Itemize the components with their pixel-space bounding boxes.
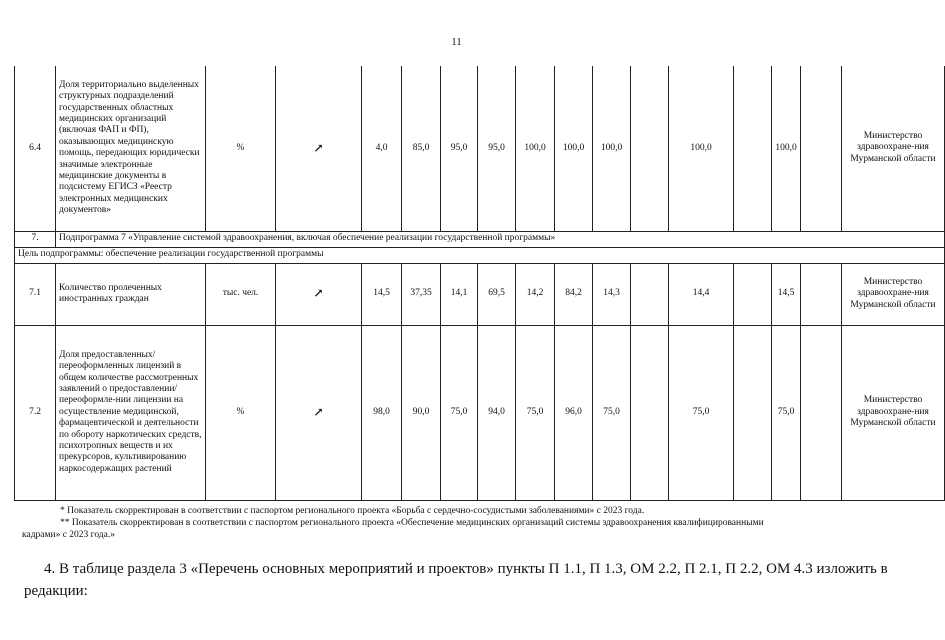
value-cell: 75,0 [441,325,478,500]
table-row-7-2 [15,325,945,500]
value-cell: 95,0 [441,66,478,231]
trend-arrow-icon: ↗ [276,66,362,231]
unit-cell: тыс. чел. [206,263,276,325]
value-cell [734,325,772,500]
trend-arrow-icon: ↗ [276,263,362,325]
value-cell: 75,0 [669,325,734,500]
responsible-cell: Министерство здравоохране-ния Мурманской области [842,66,945,231]
footnote-2-continuation: кадрами» с 2023 года.» [22,530,115,540]
value-cell: 14,3 [593,263,631,325]
indicator-name: Доля предоставленных/ переоформленных лицензий в общем количестве рассмотренных заявлений о предоставлении/переоформле-нии лицензии на осуществление медицинской, фармацевтической и деятельности по обороту наркотических средств, психотропных веществ и их прекурсоров, культивированию наркосодержащих растений [56,325,206,500]
value-cell: 100,0 [772,66,801,231]
value-cell: 96,0 [555,325,593,500]
value-cell: 75,0 [593,325,631,500]
table-row-goal [15,247,945,263]
row-number: 6.4 [15,66,56,231]
value-cell [801,263,842,325]
value-cell: 14,1 [441,263,478,325]
unit-cell: % [206,325,276,500]
value-cell: 14,5 [772,263,801,325]
row-number: 7.1 [15,263,56,325]
value-cell: 94,0 [478,325,516,500]
row-number: 7. [15,231,56,247]
value-cell: 85,0 [402,66,441,231]
indicators-table [14,66,945,501]
value-cell: 100,0 [593,66,631,231]
page-number: 11 [451,36,462,48]
value-cell: 75,0 [516,325,555,500]
value-cell [631,66,669,231]
indicator-name: Количество пролеченных иностранных граждан [56,263,206,325]
value-cell [734,66,772,231]
indicator-name: Доля территориально выделенных структурных подразделений государственных областных медицинских организаций (включая ФАП и ФП), оказывающих медицинскую помощь, передающих юридически значимые электронные медицинские документы в подсистему ЕГИСЗ «Реестр электронных медицинских документов» [56,66,206,231]
table-row-7-subprogram [15,231,945,247]
value-cell [734,263,772,325]
value-cell [801,66,842,231]
value-cell [631,263,669,325]
value-cell: 75,0 [772,325,801,500]
value-cell: 90,0 [402,325,441,500]
value-cell: 14,4 [669,263,734,325]
value-cell: 98,0 [362,325,402,500]
subprogram-goal: Цель подпрограммы: обеспечение реализации государственной программы [15,247,945,263]
subprogram-title: Подпрограмма 7 «Управление системой здравоохранения, включая обеспечение реализации государственной программы» [56,231,945,247]
responsible-cell: Министерство здравоохране-ния Мурманской области [842,325,945,500]
footnote-2: ** Показатель скорректирован в соответствии с паспортом регионального проекта «Обеспечение медицинских организаций системы здравоохранения квалифицированными [60,518,764,528]
value-cell: 95,0 [478,66,516,231]
row-number: 7.2 [15,325,56,500]
footnotes [22,505,900,540]
table-row-6-4 [15,66,945,231]
unit-cell: % [206,66,276,231]
value-cell: 14,5 [362,263,402,325]
footnote-1: * Показатель скорректирован в соответствии с паспортом регионального проекта «Борьба с сердечно-сосудистыми заболеваниями» с 2023 года. [60,506,645,516]
body-paragraph [24,558,894,602]
value-cell: 14,2 [516,263,555,325]
value-cell: 100,0 [669,66,734,231]
value-cell [801,325,842,500]
value-cell: 4,0 [362,66,402,231]
value-cell: 37,35 [402,263,441,325]
value-cell: 100,0 [555,66,593,231]
table-row-7-1 [15,263,945,325]
value-cell: 84,2 [555,263,593,325]
amendment-text: 4. В таблице раздела 3 «Перечень основных мероприятий и проектов» пункты П 1.1, П 1.3, ОМ 2.2, П 2.1, П 2.2, ОМ 4.3 изложить в редакции: [24,561,888,599]
value-cell: 100,0 [516,66,555,231]
trend-arrow-icon: ↗ [276,325,362,500]
value-cell: 69,5 [478,263,516,325]
responsible-cell: Министерство здравоохране-ния Мурманской области [842,263,945,325]
value-cell [631,325,669,500]
